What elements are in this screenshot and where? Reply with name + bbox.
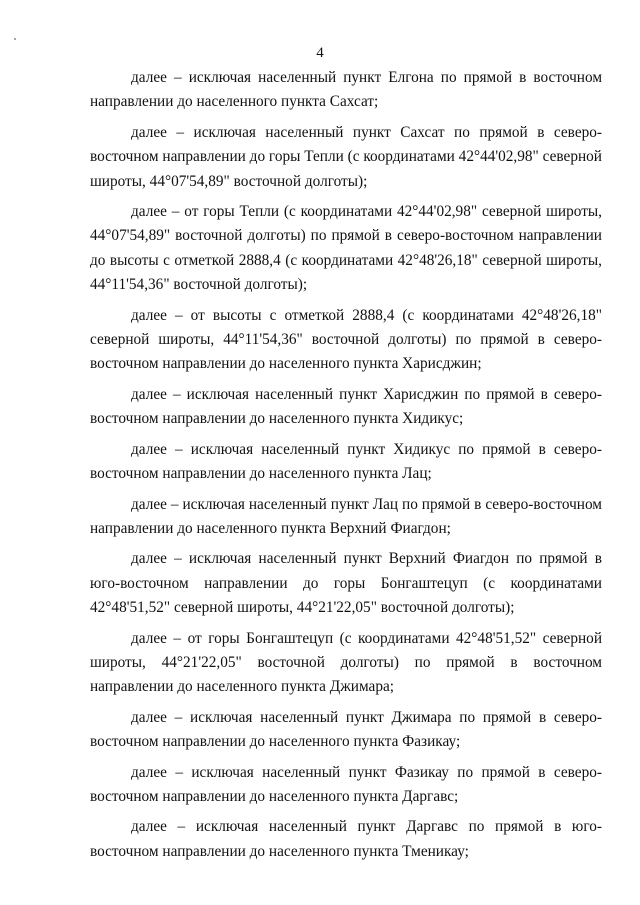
paragraph: далее – исключая населенный пункт Верхний Фиагдон по прямой в юго-восточном направлении до горы Бонгаштецуп (с координатами 42°48'51,52" северной широты, 44°21'22,05" восточной долготы); [90, 550, 602, 617]
paragraph: далее – исключая населенный пункт Даргавс по прямой в юго-восточном направлении до населенного пункта Тменикау; [90, 818, 602, 860]
page-number: 4 [316, 45, 324, 61]
paragraph: далее – от горы Тепли (с координатами 42°44'02,98" северной широты, 44°07'54,89" восточной долготы) по прямой в северо-восточном направлении до высоты с отметкой 2888,4 (с координатами 42°48'26,18" северной широты, 44°11'54,36" восточной долготы); [90, 203, 602, 294]
paragraph: далее – исключая населенный пункт Джимара по прямой в северо-восточном направлении до населенного пункта Фазикау; [90, 708, 602, 751]
paragraph: далее – исключая населенный пункт Харисджин по прямой в северо-восточном направлении до населенного пункта Хидикус; [90, 385, 602, 428]
paragraph: далее – исключая населенный пункт Сахсат по прямой в северо-восточном направлении до горы Тепли (с координатами 42°44'02,98" северной широты, 44°07'54,89" восточной долготы); [90, 123, 602, 190]
paragraph: далее – исключая населенный пункт Хидикус по прямой в северо-восточном направлении до населенного пункта Лац; [90, 440, 602, 483]
document-body [90, 66, 602, 870]
paragraph: далее – от высоты с отметкой 2888,4 (с координатами 42°48'26,18" северной широты, 44°11'54,36" восточной долготы) по прямой в северо-восточном направлении до населенного пункта Харисджин; [90, 306, 602, 373]
paragraph: далее – исключая населенный пункт Елгона по прямой в восточном направлении до населенного пункта Сахсат; [90, 69, 602, 111]
margin-mark [14, 38, 16, 40]
paragraph: далее – от горы Бонгаштецуп (с координатами 42°48'51,52" северной широты, 44°21'22,05" восточной долготы) по прямой в восточном направлении до населенного пункта Джимара; [90, 629, 602, 696]
paragraph: далее – исключая населенный пункт Лац по прямой в северо-восточном направлении до населенного пункта Верхний Фиагдон; [90, 495, 602, 537]
paragraph: далее – исключая населенный пункт Фазикау по прямой в северо-восточном направлении до населенного пункта Даргавс; [90, 763, 602, 805]
